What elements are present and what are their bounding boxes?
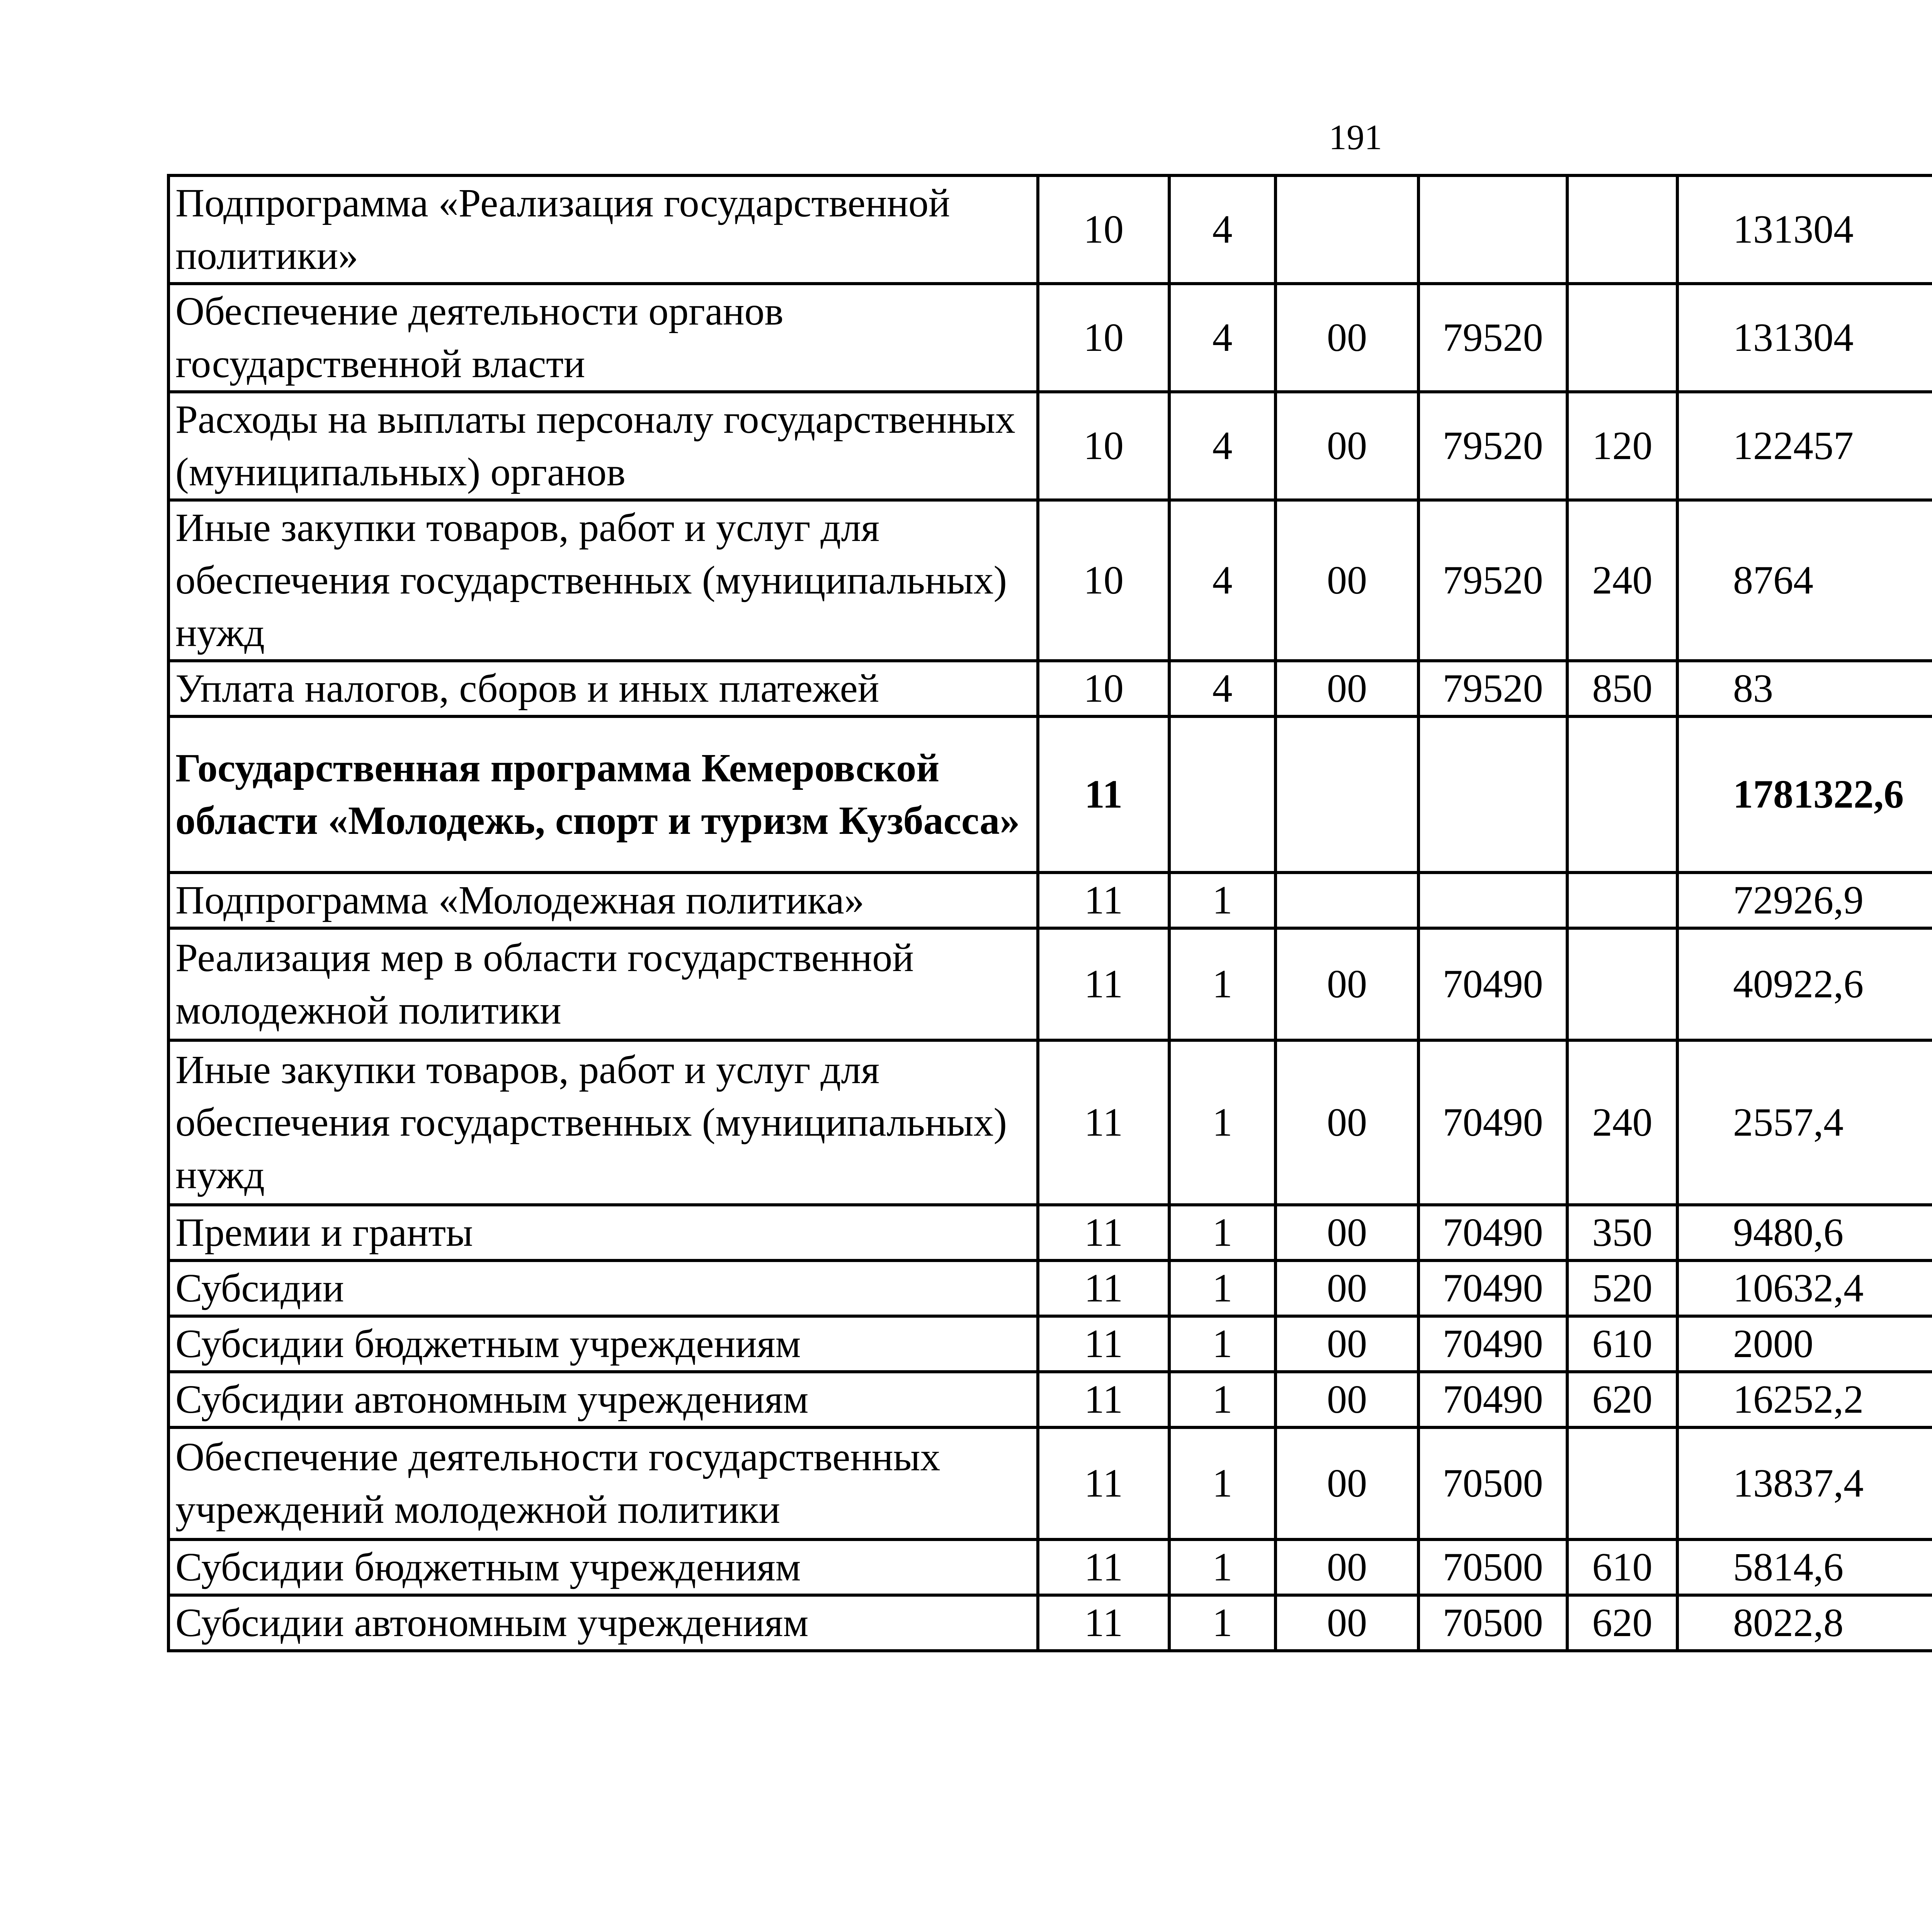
row-expense-code-cell: 70500 [1418,1595,1567,1651]
row-expense-type-cell [1567,873,1677,928]
row-subprogram-code-cell: 1 [1169,1372,1276,1427]
row-direction-code-cell: 00 [1276,1316,1418,1372]
row-amount-1-cell: 83 [1677,661,1932,716]
row-name-cell: Субсидии автономным учреждениям [168,1595,1038,1651]
row-direction-code-cell: 00 [1276,284,1418,392]
row-program-code-cell: 11 [1038,1205,1169,1260]
row-expense-code-cell: 79520 [1418,284,1567,392]
row-name-cell: Иные закупки товаров, работ и услуг для обеспечения государственных (муниципальных) нужд [168,1040,1038,1205]
row-amount-1-cell: 1781322,6 [1677,716,1932,873]
row-expense-code-cell: 79520 [1418,392,1567,500]
row-amount-1-cell: 2557,4 [1677,1040,1932,1205]
row-expense-code-cell: 70500 [1418,1539,1567,1595]
table-row [168,661,1932,716]
row-expense-type-cell [1567,716,1677,873]
page-number: 191 [1329,117,1382,157]
row-amount-1-cell: 131304 [1677,175,1932,284]
row-name-cell: Уплата налогов, сборов и иных платежей [168,661,1038,716]
row-expense-type-cell: 120 [1567,392,1677,500]
table-row [168,1595,1932,1651]
row-subprogram-code-cell: 4 [1169,392,1276,500]
row-program-code-cell: 11 [1038,716,1169,873]
row-direction-code-cell: 00 [1276,1205,1418,1260]
table-row [168,1539,1932,1595]
row-expense-code-cell [1418,175,1567,284]
row-subprogram-code-cell: 1 [1169,1316,1276,1372]
row-expense-code-cell: 70500 [1418,1427,1567,1539]
row-subprogram-code-cell: 1 [1169,1539,1276,1595]
table-row [168,1040,1932,1205]
row-expense-type-cell [1567,928,1677,1040]
row-name-cell: Премии и гранты [168,1205,1038,1260]
row-name-cell: Расходы на выплаты персоналу государственных (муниципальных) органов [168,392,1038,500]
row-expense-code-cell: 70490 [1418,928,1567,1040]
row-name-cell: Иные закупки товаров, работ и услуг для обеспечения государственных (муниципальных) нужд [168,500,1038,661]
row-direction-code-cell: 00 [1276,500,1418,661]
row-name-cell: Субсидии [168,1260,1038,1316]
row-expense-type-cell: 520 [1567,1260,1677,1316]
row-program-code-cell: 10 [1038,392,1169,500]
row-subprogram-code-cell: 1 [1169,1427,1276,1539]
row-expense-type-cell: 240 [1567,500,1677,661]
row-direction-code-cell: 00 [1276,1040,1418,1205]
row-direction-code-cell: 00 [1276,392,1418,500]
row-subprogram-code-cell: 4 [1169,500,1276,661]
budget-table [167,174,1932,1652]
table-row [168,1427,1932,1539]
row-subprogram-code-cell: 1 [1169,1040,1276,1205]
row-program-code-cell: 10 [1038,500,1169,661]
row-program-code-cell: 10 [1038,175,1169,284]
row-direction-code-cell: 00 [1276,1427,1418,1539]
row-program-code-cell: 11 [1038,1427,1169,1539]
row-subprogram-code-cell: 4 [1169,284,1276,392]
row-program-code-cell: 11 [1038,928,1169,1040]
row-name-cell: Субсидии бюджетным учреждениям [168,1316,1038,1372]
row-direction-code-cell [1276,716,1418,873]
row-direction-code-cell: 00 [1276,1260,1418,1316]
table-body [168,175,1932,1651]
row-program-code-cell: 11 [1038,1260,1169,1316]
row-direction-code-cell: 00 [1276,1595,1418,1651]
row-amount-1-cell: 8764 [1677,500,1932,661]
row-name-cell: Подпрограмма «Реализация государственной политики» [168,175,1038,284]
row-name-cell: Государственная программа Кемеровской области «Молодежь, спорт и туризм Кузбасса» [168,716,1038,873]
row-name-cell: Субсидии автономным учреждениям [168,1372,1038,1427]
row-direction-code-cell [1276,873,1418,928]
row-direction-code-cell: 00 [1276,1539,1418,1595]
row-expense-type-cell: 240 [1567,1040,1677,1205]
table-row [168,284,1932,392]
row-expense-type-cell: 620 [1567,1372,1677,1427]
row-expense-code-cell: 70490 [1418,1372,1567,1427]
row-name-cell: Реализация мер в области государственной молодежной политики [168,928,1038,1040]
row-subprogram-code-cell: 1 [1169,1595,1276,1651]
row-program-code-cell: 11 [1038,873,1169,928]
row-amount-1-cell: 16252,2 [1677,1372,1932,1427]
row-direction-code-cell [1276,175,1418,284]
table-row [168,716,1932,873]
row-amount-1-cell: 13837,4 [1677,1427,1932,1539]
row-name-cell: Подпрограмма «Молодежная политика» [168,873,1038,928]
row-expense-type-cell [1567,175,1677,284]
row-expense-type-cell: 610 [1567,1316,1677,1372]
row-expense-code-cell: 70490 [1418,1260,1567,1316]
row-direction-code-cell: 00 [1276,928,1418,1040]
row-program-code-cell: 10 [1038,661,1169,716]
row-expense-code-cell: 70490 [1418,1316,1567,1372]
table-row [168,928,1932,1040]
row-amount-1-cell: 5814,6 [1677,1539,1932,1595]
table-row [168,1372,1932,1427]
table-row [168,175,1932,284]
row-subprogram-code-cell: 1 [1169,928,1276,1040]
row-expense-type-cell [1567,284,1677,392]
row-direction-code-cell: 00 [1276,1372,1418,1427]
row-amount-1-cell: 122457 [1677,392,1932,500]
row-expense-type-cell: 620 [1567,1595,1677,1651]
row-name-cell: Обеспечение деятельности органов государственной власти [168,284,1038,392]
row-direction-code-cell: 00 [1276,661,1418,716]
row-expense-code-cell: 79520 [1418,500,1567,661]
row-program-code-cell: 10 [1038,284,1169,392]
table-row [168,392,1932,500]
row-expense-type-cell: 850 [1567,661,1677,716]
row-expense-code-cell: 70490 [1418,1040,1567,1205]
row-program-code-cell: 11 [1038,1372,1169,1427]
row-subprogram-code-cell: 4 [1169,661,1276,716]
row-name-cell: Обеспечение деятельности государственных учреждений молодежной политики [168,1427,1038,1539]
row-program-code-cell: 11 [1038,1316,1169,1372]
row-subprogram-code-cell: 4 [1169,175,1276,284]
table-row [168,500,1932,661]
row-amount-1-cell: 10632,4 [1677,1260,1932,1316]
row-subprogram-code-cell: 1 [1169,1260,1276,1316]
row-subprogram-code-cell [1169,716,1276,873]
row-program-code-cell: 11 [1038,1539,1169,1595]
table-row [168,1205,1932,1260]
row-expense-type-cell: 350 [1567,1205,1677,1260]
row-program-code-cell: 11 [1038,1595,1169,1651]
row-name-cell: Субсидии бюджетным учреждениям [168,1539,1038,1595]
row-expense-code-cell [1418,873,1567,928]
row-amount-1-cell: 72926,9 [1677,873,1932,928]
row-expense-type-cell [1567,1427,1677,1539]
row-amount-1-cell: 9480,6 [1677,1205,1932,1260]
row-amount-1-cell: 40922,6 [1677,928,1932,1040]
table-row [168,873,1932,928]
row-amount-1-cell: 131304 [1677,284,1932,392]
row-expense-code-cell: 79520 [1418,661,1567,716]
row-subprogram-code-cell: 1 [1169,873,1276,928]
table-row [168,1260,1932,1316]
row-amount-1-cell: 8022,8 [1677,1595,1932,1651]
table-row [168,1316,1932,1372]
row-subprogram-code-cell: 1 [1169,1205,1276,1260]
row-expense-code-cell [1418,716,1567,873]
row-expense-code-cell: 70490 [1418,1205,1567,1260]
row-program-code-cell: 11 [1038,1040,1169,1205]
row-amount-1-cell: 2000 [1677,1316,1932,1372]
row-expense-type-cell: 610 [1567,1539,1677,1595]
